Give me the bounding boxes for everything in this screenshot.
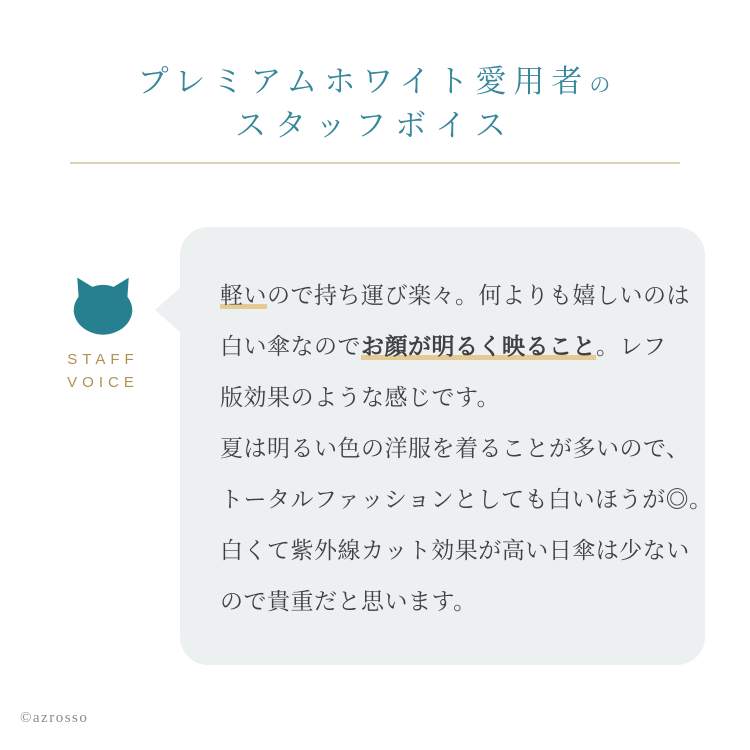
bubble-text-segment: 白くて紫外線カット効果が高い日傘は少ない (220, 538, 690, 563)
bubble-text-segment: 版効果のような感じです。 (220, 385, 501, 410)
title-divider (70, 162, 680, 164)
bubble-text-segment: ので貴重だと思います。 (220, 589, 477, 614)
highlighted-text: 軽い (220, 283, 267, 308)
highlighted-text: お顔が明るく映ること (361, 334, 596, 359)
bubble-line (220, 474, 713, 525)
bubble-text-segment: ので持ち運び楽々。何よりも嬉しいのは (267, 283, 690, 308)
title-main-text: プレミアムホワイト愛用者 (137, 64, 590, 99)
title-line-2: スタッフボイス (235, 108, 515, 143)
speech-bubble-tail (155, 287, 181, 333)
staff-voice-badge (58, 271, 148, 395)
staff-voice-label (58, 348, 148, 395)
title-particle: の (589, 73, 613, 97)
bubble-text-segment: 。レフ (596, 334, 667, 359)
bubble-line (220, 321, 675, 372)
bubble-line (220, 525, 690, 576)
bubble-text-segment: 白い傘なので (220, 334, 361, 359)
bubble-line (220, 372, 675, 423)
title-line-1 (0, 66, 750, 97)
bubble-line (220, 423, 690, 474)
cat-head-icon (70, 271, 136, 341)
speech-bubble-text (220, 270, 713, 627)
copyright: ©azrosso (20, 710, 89, 726)
bubble-line (220, 270, 690, 321)
staff-voice-label-line1: STAFF (67, 351, 139, 368)
bubble-text-segment: 夏は明るい色の洋服を着ることが多いので、 (220, 436, 690, 461)
page-title (0, 66, 750, 141)
staff-voice-label-line2: VOICE (67, 374, 139, 392)
bubble-line (220, 576, 675, 627)
bubble-text-segment: トータルファッションとしても白いほうが◎。 (220, 487, 713, 512)
speech-bubble (180, 227, 713, 665)
